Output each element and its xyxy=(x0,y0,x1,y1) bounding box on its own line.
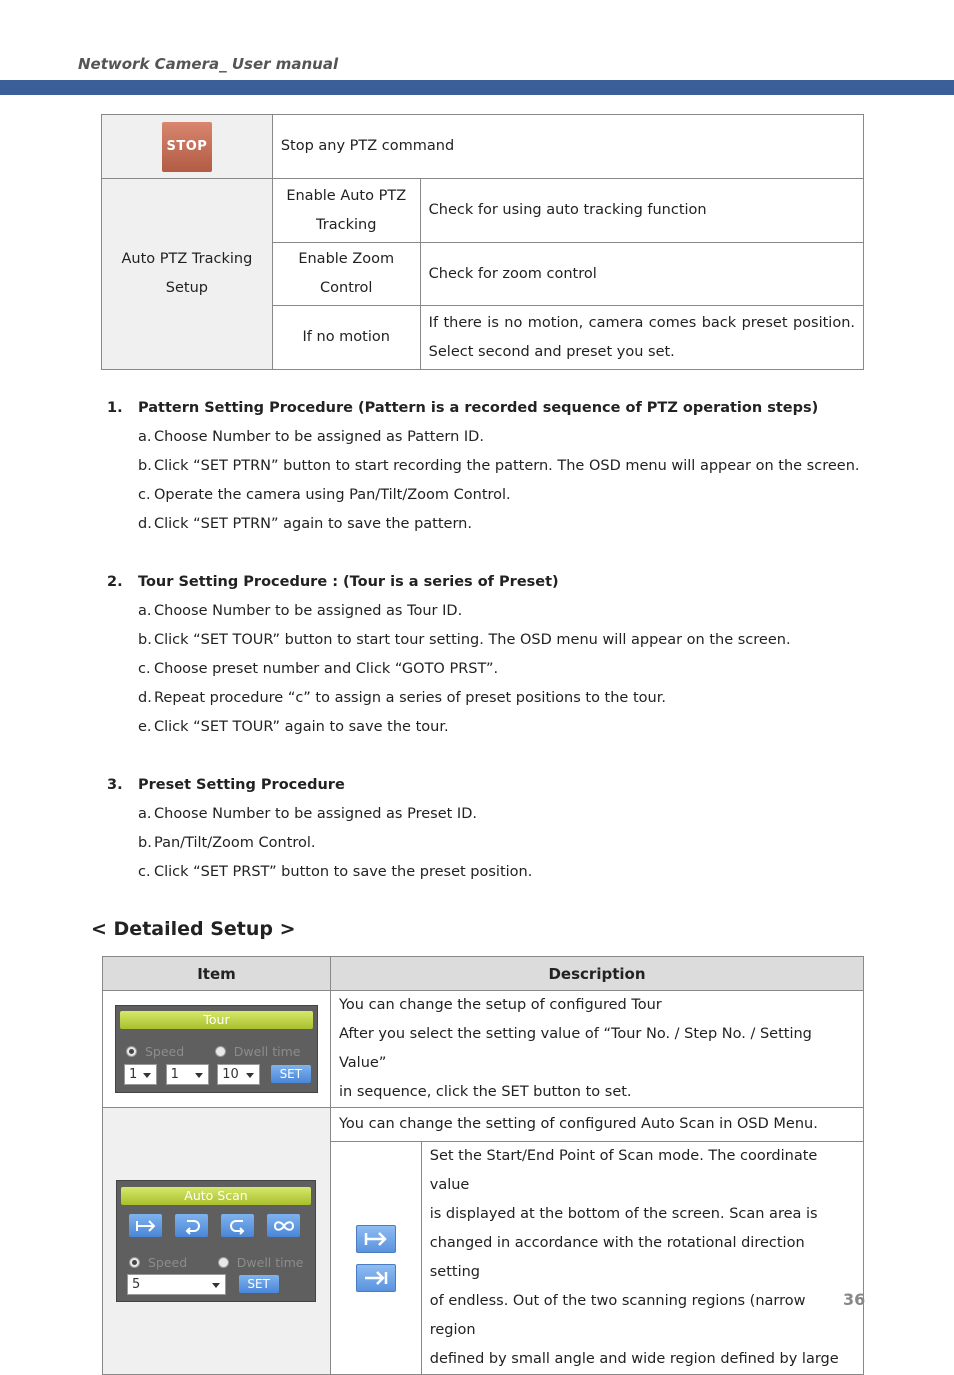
procedure-step: b. Click “SET TOUR” button to start tour setting. The OSD menu will appear on the screen. xyxy=(138,632,791,648)
stop-icon-cell xyxy=(102,115,273,179)
detailed-setup-table xyxy=(102,956,864,1375)
procedure-step: d. Repeat procedure “c” to assign a series of preset positions to the tour. xyxy=(138,690,666,706)
counterclockwise-icon[interactable] xyxy=(221,1214,254,1237)
autoscan-title-bar: Auto Scan xyxy=(121,1187,311,1205)
procedure-step: a. Choose Number to be assigned as Pattern ID. xyxy=(138,429,484,445)
procedure-step: c. Operate the camera using Pan/Tilt/Zoom Control. xyxy=(138,487,511,503)
procedure-tour: 2. Tour Setting Procedure : (Tour is a series of Preset) a. Choose Number to be assigned as Tour ID. b. Click “SET TOUR” button to start tour setting. The OSD menu will appear on the screen. c. Choose preset number and Click “GOTO PRST”. d. Repeat procedure “c” to assign a series of preset positions to the tour. e. Click “SET TOUR” again to save the tour. xyxy=(107,568,867,742)
option-if-no-motion: If no motion xyxy=(272,306,420,370)
tour-number-select[interactable]: 1 xyxy=(124,1064,157,1085)
start-point-icon xyxy=(356,1225,396,1253)
procedure-step: c. Click “SET PRST” button to save the preset position. xyxy=(138,864,533,880)
header-bar xyxy=(0,80,954,95)
autoscan-value-select[interactable]: 5 xyxy=(127,1274,226,1295)
procedure-step: b. Pan/Tilt/Zoom Control. xyxy=(138,835,316,851)
scan-point-description: Set the Start/End Point of Scan mode. The coordinate value is displayed at the bottom of the screen. Scan area is changed in accordance with the rotational direction setting of endless. Out of the two scanning regions (narrow region defined by small angle and wide region defined by large xyxy=(421,1142,863,1375)
procedure-title: Tour Setting Procedure : (Tour is a series of Preset) xyxy=(138,574,559,590)
procedure-pattern: 1. Pattern Setting Procedure (Pattern is a recorded sequence of PTZ operation steps) a. Choose Number to be assigned as Pattern ID. b. Click “SET PTRN” button to start recording the pattern. The OSD menu will appear on the screen. c. Operate the camera using Pan/Tilt/Zoom Control. d. Click “SET PTRN” again to save the pattern. xyxy=(107,394,867,539)
autoscan-set-button[interactable]: SET xyxy=(239,1275,279,1293)
procedure-step: d. Click “SET PTRN” again to save the pattern. xyxy=(138,516,472,532)
procedure-step: b. Click “SET PTRN” button to start recording the pattern. The OSD menu will appear on the screen. xyxy=(138,458,860,474)
procedure-title: Preset Setting Procedure xyxy=(138,777,345,793)
tour-title-bar: Tour xyxy=(120,1011,313,1029)
endless-icon[interactable] xyxy=(267,1214,300,1237)
tour-description: You can change the setup of configured Tour After you select the setting value of “Tour No. / Step No. / Setting Value” in sequence, click the SET button to set. xyxy=(331,991,864,1108)
col-header-description: Description xyxy=(331,957,864,991)
tour-set-button[interactable]: SET xyxy=(271,1065,311,1083)
autoscan-intro: You can change the setting of configured Auto Scan in OSD Menu. xyxy=(331,1108,864,1142)
speed-label: Speed xyxy=(145,1044,185,1059)
procedure-step: a. Choose Number to be assigned as Tour ID. xyxy=(138,603,463,619)
dwell-time-radio[interactable] xyxy=(218,1257,229,1268)
clockwise-icon[interactable] xyxy=(175,1214,208,1237)
speed-radio[interactable] xyxy=(126,1046,137,1057)
dwell-time-label: Dwell time xyxy=(236,1255,304,1270)
detailed-setup-title: < Detailed Setup > xyxy=(91,918,296,940)
procedure-step: a. Choose Number to be assigned as Preset ID. xyxy=(138,806,477,822)
speed-label: Speed xyxy=(148,1255,188,1270)
scan-icons-cell xyxy=(331,1142,422,1375)
procedure-step: e. Click “SET TOUR” again to save the tour. xyxy=(138,719,449,735)
option-desc: If there is no motion, camera comes back preset position. Select second and preset you set. xyxy=(420,306,863,370)
page-number: 36 xyxy=(843,1290,866,1309)
dwell-time-radio[interactable] xyxy=(215,1046,226,1057)
end-point-icon xyxy=(356,1264,396,1292)
start-point-icon[interactable] xyxy=(129,1214,162,1237)
auto-ptz-group-label: Auto PTZ Tracking Setup xyxy=(102,179,273,370)
setting-value-select[interactable]: 10 xyxy=(217,1064,260,1085)
dwell-time-label: Dwell time xyxy=(233,1044,301,1059)
option-enable-auto-ptz: Enable Auto PTZ Tracking xyxy=(272,179,420,243)
stop-desc: Stop any PTZ command xyxy=(272,115,863,179)
manual-header-title: Network Camera_ User manual xyxy=(78,55,339,73)
procedure-title: Pattern Setting Procedure (Pattern is a recorded sequence of PTZ operation steps) xyxy=(138,400,819,416)
procedure-preset: 3. Preset Setting Procedure a. Choose Number to be assigned as Preset ID. b. Pan/Tilt/Zoom Control. c. Click “SET PRST” button to save the preset position. xyxy=(107,771,867,887)
option-desc: Check for using auto tracking function xyxy=(420,179,863,243)
speed-radio[interactable] xyxy=(129,1257,140,1268)
ptz-tracking-table xyxy=(101,114,864,370)
tour-panel-cell xyxy=(103,991,331,1108)
col-header-item: Item xyxy=(103,957,331,991)
step-number-select[interactable]: 1 xyxy=(166,1064,209,1085)
autoscan-panel xyxy=(116,1180,316,1302)
option-enable-zoom: Enable Zoom Control xyxy=(272,243,420,306)
option-desc: Check for zoom control xyxy=(420,243,863,306)
autoscan-panel-cell xyxy=(103,1108,331,1375)
tour-panel xyxy=(115,1005,318,1093)
procedure-step: c. Choose preset number and Click “GOTO PRST”. xyxy=(138,661,499,677)
stop-icon: STOP xyxy=(162,122,212,172)
